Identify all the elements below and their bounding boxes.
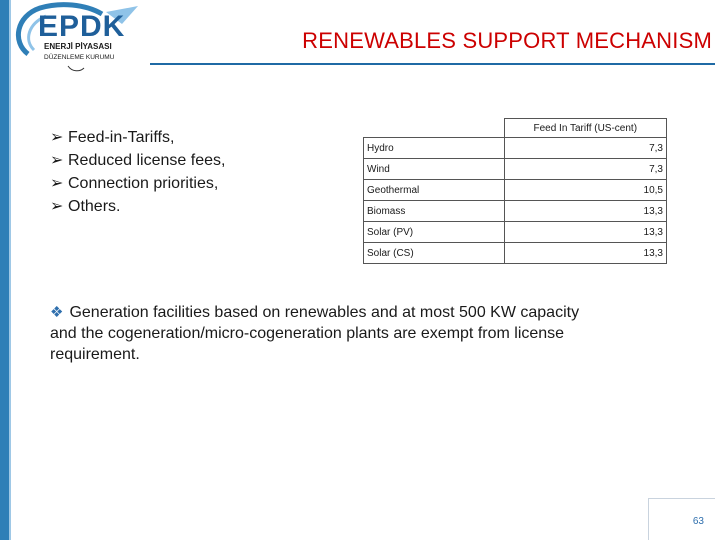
diamond-bullet-icon: ❖ <box>50 304 64 321</box>
table-header: Feed In Tariff (US-cent) <box>504 119 667 138</box>
page-number: 63 <box>692 516 704 527</box>
table-row <box>364 159 667 180</box>
logo-line-1: ENERJİ PİYASASI <box>44 42 112 51</box>
bullet-text: Reduced license fees, <box>68 152 226 169</box>
list-item <box>50 149 225 172</box>
source-cell: Biomass <box>364 201 505 222</box>
table-row <box>364 201 667 222</box>
source-cell: Solar (PV) <box>364 222 505 243</box>
arrow-bullet-icon: ➢ <box>50 175 64 192</box>
bullet-text: Connection priorities, <box>68 175 219 192</box>
title-divider <box>150 63 715 65</box>
left-accent-bar <box>0 0 9 540</box>
source-cell: Solar (CS) <box>364 243 505 264</box>
note-text: Generation facilities based on renewables and at most 500 KW capacity and the cogeneration/micro-cogeneration plants are exempt from license requirement. <box>50 304 580 363</box>
exemption-note <box>50 302 610 365</box>
logo-wordmark: EPDK <box>38 10 126 43</box>
table-row <box>364 243 667 264</box>
arrow-bullet-icon: ➢ <box>50 152 64 169</box>
value-cell: 10,5 <box>504 180 667 201</box>
table-header-blank <box>364 119 505 138</box>
source-cell: Wind <box>364 159 505 180</box>
logo-line-2: DÜZENLEME KURUMU <box>44 54 115 61</box>
page-corner-frame <box>648 498 715 540</box>
value-cell: 13,3 <box>504 201 667 222</box>
source-cell: Hydro <box>364 138 505 159</box>
value-cell: 7,3 <box>504 138 667 159</box>
value-cell: 13,3 <box>504 243 667 264</box>
bullet-text: Others. <box>68 198 121 215</box>
value-cell: 13,3 <box>504 222 667 243</box>
arrow-bullet-icon: ➢ <box>50 129 64 146</box>
page-title: RENEWABLES SUPPORT MECHANISM <box>302 28 712 53</box>
value-cell: 7,3 <box>504 159 667 180</box>
table-row <box>364 180 667 201</box>
table-header-row <box>364 119 667 138</box>
epdk-logo <box>10 2 150 84</box>
bullet-list <box>50 126 225 218</box>
list-item <box>50 195 225 218</box>
feed-in-tariff-table <box>363 118 667 264</box>
arrow-bullet-icon: ➢ <box>50 198 64 215</box>
table-row <box>364 222 667 243</box>
list-item <box>50 172 225 195</box>
list-item <box>50 126 225 149</box>
source-cell: Geothermal <box>364 180 505 201</box>
table-row <box>364 138 667 159</box>
bullet-text: Feed-in-Tariffs, <box>68 129 175 146</box>
